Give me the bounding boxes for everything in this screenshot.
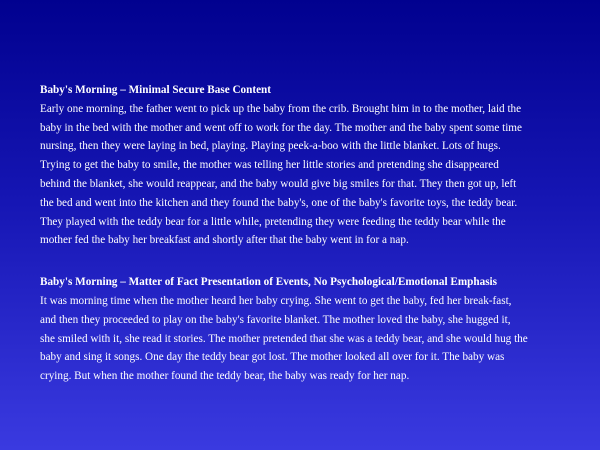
body-line: It was morning time when the mother heard her baby crying. She went to get the baby, fed her break-fast, — [40, 294, 512, 307]
section-minimal-secure-base — [40, 81, 565, 250]
body-line: she smiled with it, she read it stories. The mother pretended that she was a teddy bear, and she would hug the — [40, 332, 528, 345]
body-line: mother fed the baby her breakfast and shortly after that the baby went in for a nap. — [40, 234, 409, 247]
section-matter-of-fact — [40, 273, 565, 386]
body-line: behind the blanket, she would reappear, and the baby would give big smiles for that. They then got up, left — [40, 177, 517, 190]
body-line: They played with the teddy bear for a little while, pretending they were feeding the teddy bear while the — [40, 215, 506, 228]
slide-content — [40, 81, 565, 386]
body-line: Early one morning, the father went to pick up the baby from the crib. Brought him in to the mother, laid the — [40, 102, 522, 115]
body-line: and then they proceeded to play on the baby's favorite blanket. The mother loved the baby, she hugged it, — [40, 313, 511, 326]
section-heading: Baby's Morning – Matter of Fact Presentation of Events, No Psychological/Emotional Emphasis — [40, 276, 498, 289]
body-line: baby and sing it songs. One day the teddy bear got lost. The mother looked all over for it. The baby was — [40, 351, 505, 364]
body-line: baby in the bed with the mother and went off to work for the day. The mother and the baby spent some time — [40, 121, 522, 134]
section-heading: Baby's Morning – Minimal Secure Base Content — [40, 84, 272, 96]
body-line: crying. But when the mother found the teddy bear, the baby was ready for her nap. — [40, 370, 410, 383]
body-line: the bed and went into the kitchen and they found the baby's, one of the baby's favorite toys, the teddy bear. — [40, 196, 518, 209]
body-line: nursing, then they were laying in bed, playing. Playing peek-a-boo with the little blanket. Lots of hugs. — [40, 140, 501, 153]
body-line: Trying to get the baby to smile, the mother was telling her little stories and pretending she disappeared — [40, 159, 499, 172]
